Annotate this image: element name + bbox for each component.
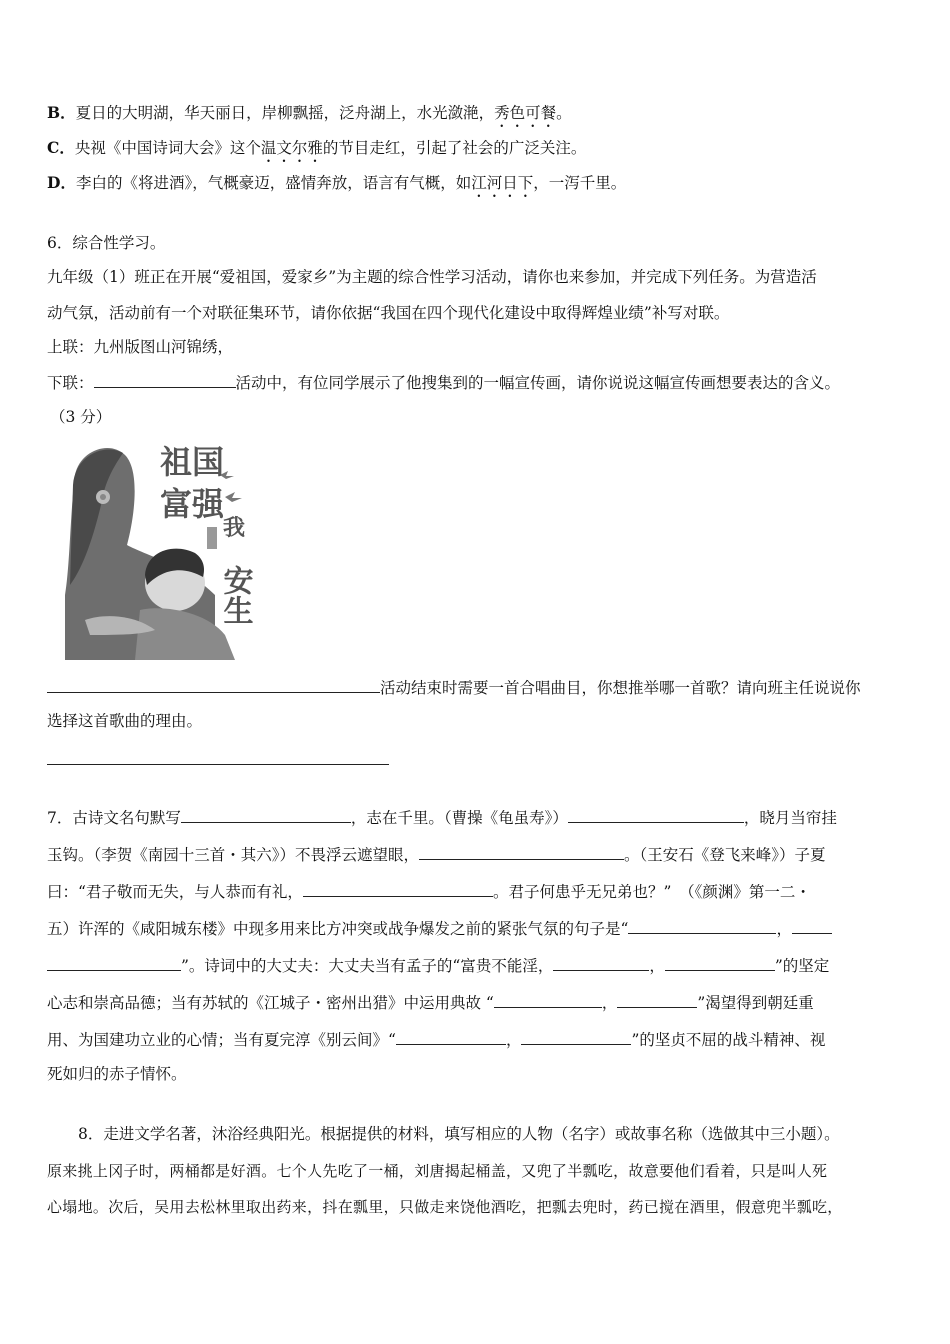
- poster-text-line-2: 富强: [160, 485, 225, 523]
- q7-blank[interactable]: [396, 1030, 506, 1045]
- couplet-lower-label: 下联：: [47, 374, 94, 392]
- q7-blank[interactable]: [568, 808, 744, 823]
- option-letter: D．: [47, 173, 76, 192]
- score-note: （3 分）: [50, 408, 112, 426]
- poster-text-line-1: 祖国: [160, 443, 225, 481]
- couplet-upper: 上联：九州版图山河锦绣，: [47, 338, 234, 356]
- poster-seal: [207, 527, 217, 549]
- song-answer-line: [47, 750, 389, 769]
- couplet-lower-line: [47, 373, 840, 392]
- couplet-lower-blank[interactable]: [94, 373, 236, 388]
- q8-paragraph-1: 原来挑上冈子时，两桶都是好酒。七个人先吃了一桶，刘唐揭起桶盖，又兜了半瓢吃，故意要他们看着，只是叫人死: [47, 1162, 828, 1180]
- q7-text: ，志在千里。（曹操《龟虽寿》）: [350, 809, 568, 827]
- q7-text: ”的坚定: [774, 957, 830, 975]
- q7-text: 五）许浑的《咸阳城东楼》中现多用来比方冲突或战争爆发之前的紧张气氛的句子是“: [47, 920, 629, 938]
- q7-line-8: 死如归的赤子情怀。: [47, 1065, 187, 1083]
- q7-blank[interactable]: [181, 808, 351, 823]
- q7-line-5: [47, 956, 829, 975]
- option-text-end: ，一泻千里。: [533, 174, 627, 192]
- q7-text: ，: [776, 920, 792, 938]
- q7-blank[interactable]: [419, 845, 624, 860]
- q6-paragraph-2: 动气氛，活动前有一个对联征集环节，请你依据“我国在四个现代化建设中取得辉煌业绩”补写对联。: [47, 304, 730, 322]
- q7-line-2: [47, 845, 826, 864]
- q7-blank[interactable]: [792, 919, 832, 934]
- song-question-line-2: 选择这首歌曲的理由。: [47, 712, 203, 730]
- q7-text: 。（王安石《登飞来峰》）子夏: [624, 846, 826, 864]
- option-letter: B．: [47, 103, 76, 122]
- q6-paragraph-1: 九年级（1）班正在开展“爱祖国，爱家乡”为主题的综合性学习活动，请你也来参加，并完成下列任务。为营造活: [47, 268, 817, 286]
- q7-blank[interactable]: [665, 956, 775, 971]
- q7-text: ，晓月当帘挂: [743, 809, 837, 827]
- poster-text-line-3: 安生: [217, 565, 253, 625]
- q7-blank[interactable]: [47, 956, 181, 971]
- option-b: [47, 104, 572, 131]
- q7-blank[interactable]: [553, 956, 649, 971]
- poster-question: 活动中，有位同学展示了他搜集到的一幅宣传画，请你说说这幅宣传画想要表达的含义。: [235, 374, 841, 392]
- q7-line-4: [47, 919, 832, 938]
- q7-blank[interactable]: [303, 882, 493, 897]
- poster-text-wo: 我: [223, 516, 246, 541]
- q7-blank[interactable]: [494, 993, 602, 1008]
- q7-line-6: [47, 993, 814, 1012]
- q6-title: 6．综合性学习。: [47, 234, 166, 252]
- option-letter: C．: [47, 138, 75, 157]
- q7-text: ，: [601, 994, 618, 1012]
- q7-text: ”的坚贞不屈的战斗精神、视: [631, 1031, 826, 1049]
- song-question-line: [47, 678, 861, 697]
- q8-title: 8．走进文学名著，沐浴经典阳光。根据提供的材料，填写相应的人物（名字）或故事名称（选做其中三小题）。: [78, 1125, 840, 1143]
- q7-text: 心志和崇高品德；当有苏轼的《江城子・密州出猎》中运用典故 “: [47, 994, 494, 1012]
- q7-line-7: [47, 1030, 825, 1049]
- option-d: [47, 174, 626, 201]
- q7-text: 7．古诗文名句默写: [47, 809, 181, 827]
- q7-text: ”渴望得到朝廷重: [697, 994, 814, 1012]
- q7-text: 。君子何患乎无兄弟也？” （《颜渊》第一二・: [492, 883, 811, 901]
- q7-text: ，: [505, 1031, 522, 1049]
- q7-text: 玉钩。（李贺《南园十三首・其六》）不畏浮云遮望眼，: [47, 846, 420, 864]
- q7-blank[interactable]: [521, 1030, 631, 1045]
- option-text: 央视《中国诗词大会》这个: [74, 139, 261, 157]
- song-answer-blank[interactable]: [47, 750, 389, 765]
- q7-text: ”。诗词中的大丈夫：大丈夫当有孟子的“富贵不能淫，: [181, 957, 554, 975]
- q7-blank[interactable]: [617, 993, 697, 1008]
- dotted-phrase: 秀色可餐: [494, 104, 557, 122]
- q7-line-3: [47, 882, 811, 901]
- option-text: 李白的《将进酒》，气概豪迈，盛情奔放，语言有气概，如: [75, 174, 472, 192]
- option-text-end: 。: [556, 104, 572, 122]
- song-question: 活动结束时需要一首合唱曲目，你想推举哪一首歌？请向班主任说说你: [380, 679, 861, 697]
- option-c: [47, 139, 586, 166]
- q8-paragraph-2: 心塌地。次后，吴用去松林里取出药来，抖在瓢里，只做走来饶他酒吃，把瓢去兜时，药已搅在酒里，假意兜半瓢吃，: [47, 1198, 843, 1216]
- q7-blank[interactable]: [628, 919, 776, 934]
- dotted-phrase: 江河日下: [471, 174, 534, 192]
- q7-text: 曰：“君子敬而无失，与人恭而有礼，: [47, 883, 303, 901]
- option-text: 夏日的大明湖，华天丽日，岸柳飘摇，泛舟湖上，水光潋滟，: [75, 104, 495, 122]
- q7-text: 用、为国建功立业的心情；当有夏完淳《别云间》“: [47, 1031, 396, 1049]
- q7-text: ，: [649, 957, 665, 975]
- propaganda-poster: [65, 435, 278, 660]
- option-text-end: 的节目走红，引起了社会的广泛关注。: [322, 139, 587, 157]
- song-blank[interactable]: [47, 678, 380, 693]
- q7-line-1: [47, 808, 837, 827]
- dotted-phrase: 温文尔雅: [260, 139, 323, 157]
